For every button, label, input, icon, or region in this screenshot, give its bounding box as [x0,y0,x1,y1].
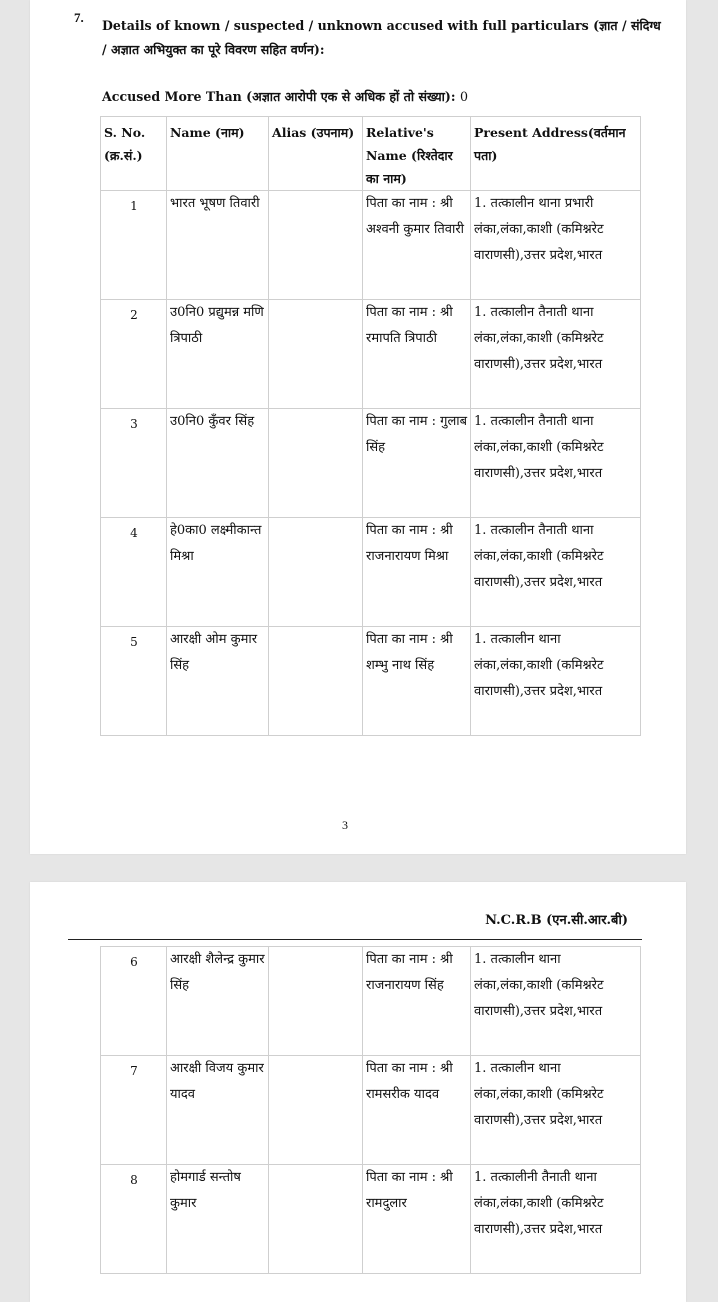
cell-address: 1. तत्कालीन थाना लंका,लंका,काशी (कमिश्नरेट वाराणसी),उत्तर प्रदेश,भारत [471,1056,641,1165]
table-row [101,409,641,518]
cell-relative: पिता का नाम : श्री शम्भु नाथ सिंह [363,627,471,736]
cell-relative: पिता का नाम : गुलाब सिंह [363,409,471,518]
cell-name: भारत भूषण तिवारी [167,191,269,300]
table-header-row [101,117,641,191]
cell-relative: पिता का नाम : श्री अश्वनी कुमार तिवारी [363,191,471,300]
cell-relative: पिता का नाम : श्री राजनारायण सिंह [363,947,471,1056]
cell-relative: पिता का नाम : श्री रमापति त्रिपाठी [363,300,471,409]
cell-address: 1. तत्कालीन थाना प्रभारी लंका,लंका,काशी (कमिश्नरेट वाराणसी),उत्तर प्रदेश,भारत [471,191,641,300]
header-address: Present Address(वर्तमान पता) [471,117,641,191]
cell-alias [269,1056,363,1165]
section-number: 7. [74,10,84,25]
accused-table [100,116,641,736]
cell-alias [269,409,363,518]
cell-sno: 8 [101,1165,167,1274]
header-divider [68,939,642,940]
cell-address: 1. तत्कालीन तैनाती थाना लंका,लंका,काशी (कमिश्नरेट वाराणसी),उत्तर प्रदेश,भारत [471,518,641,627]
cell-sno: 4 [101,518,167,627]
header-sno: S. No. (क्र.सं.) [101,117,167,191]
cell-sno: 2 [101,300,167,409]
section-title: Details of known / suspected / unknown accused with full particulars (ज्ञात / संदिग्ध / अज्ञात अभियुक्त का पूरे विवरण सहित वर्णन): [102,18,661,57]
header-relative: Relative's Name (रिश्तेदार का नाम) [363,117,471,191]
cell-alias [269,518,363,627]
table-row [101,300,641,409]
accused-more-value: 0 [459,89,468,104]
document-page-2 [30,882,686,1302]
header-alias: Alias (उपनाम) [269,117,363,191]
cell-address: 1. तत्कालीन तैनाती थाना लंका,लंका,काशी (कमिश्नरेट वाराणसी),उत्तर प्रदेश,भारत [471,409,641,518]
table-row [101,1056,641,1165]
cell-sno: 5 [101,627,167,736]
cell-sno: 7 [101,1056,167,1165]
cell-alias [269,947,363,1056]
cell-name: आरक्षी ओम कुमार सिंह [167,627,269,736]
ncrb-header: N.C.R.B (एन.सी.आर.बी) [485,913,628,928]
header-name: Name (नाम) [167,117,269,191]
cell-name: उ0नि0 प्रद्युमन्न मणि त्रिपाठी [167,300,269,409]
table-row [101,947,641,1056]
cell-name: आरक्षी शैलेन्द्र कुमार सिंह [167,947,269,1056]
cell-name: होमगार्ड सन्तोष कुमार [167,1165,269,1274]
cell-relative: पिता का नाम : श्री राजनारायण मिश्रा [363,518,471,627]
cell-sno: 1 [101,191,167,300]
table-row [101,191,641,300]
cell-name: हे0का0 लक्ष्मीकान्त मिश्रा [167,518,269,627]
cell-address: 1. तत्कालीन तैनाती थाना लंका,लंका,काशी (कमिश्नरेट वाराणसी),उत्तर प्रदेश,भारत [471,300,641,409]
cell-address: 1. तत्कालीन थाना लंका,लंका,काशी (कमिश्नरेट वाराणसी),उत्तर प्रदेश,भारत [471,947,641,1056]
table-row [101,1165,641,1274]
cell-relative: पिता का नाम : श्री रामसरीक यादव [363,1056,471,1165]
table-row [101,518,641,627]
cell-sno: 3 [101,409,167,518]
page-number: 3 [342,818,348,832]
cell-relative: पिता का नाम : श्री रामदुलार [363,1165,471,1274]
cell-name: आरक्षी विजय कुमार यादव [167,1056,269,1165]
accused-more-than [102,88,468,105]
accused-table-continued [100,946,641,1274]
cell-alias [269,191,363,300]
document-page-1 [30,0,686,854]
table-row [101,627,641,736]
cell-address: 1. तत्कालीन थाना लंका,लंका,काशी (कमिश्नरेट वाराणसी),उत्तर प्रदेश,भारत [471,627,641,736]
cell-name: उ0नि0 कुँवर सिंह [167,409,269,518]
cell-alias [269,627,363,736]
cell-alias [269,1165,363,1274]
cell-sno: 6 [101,947,167,1056]
cell-address: 1. तत्कालीनी तैनाती थाना लंका,लंका,काशी (कमिश्नरेट वाराणसी),उत्तर प्रदेश,भारत [471,1165,641,1274]
cell-alias [269,300,363,409]
accused-more-label: Accused More Than (अज्ञात आरोपी एक से अधिक हों तो संख्या): [102,89,456,104]
